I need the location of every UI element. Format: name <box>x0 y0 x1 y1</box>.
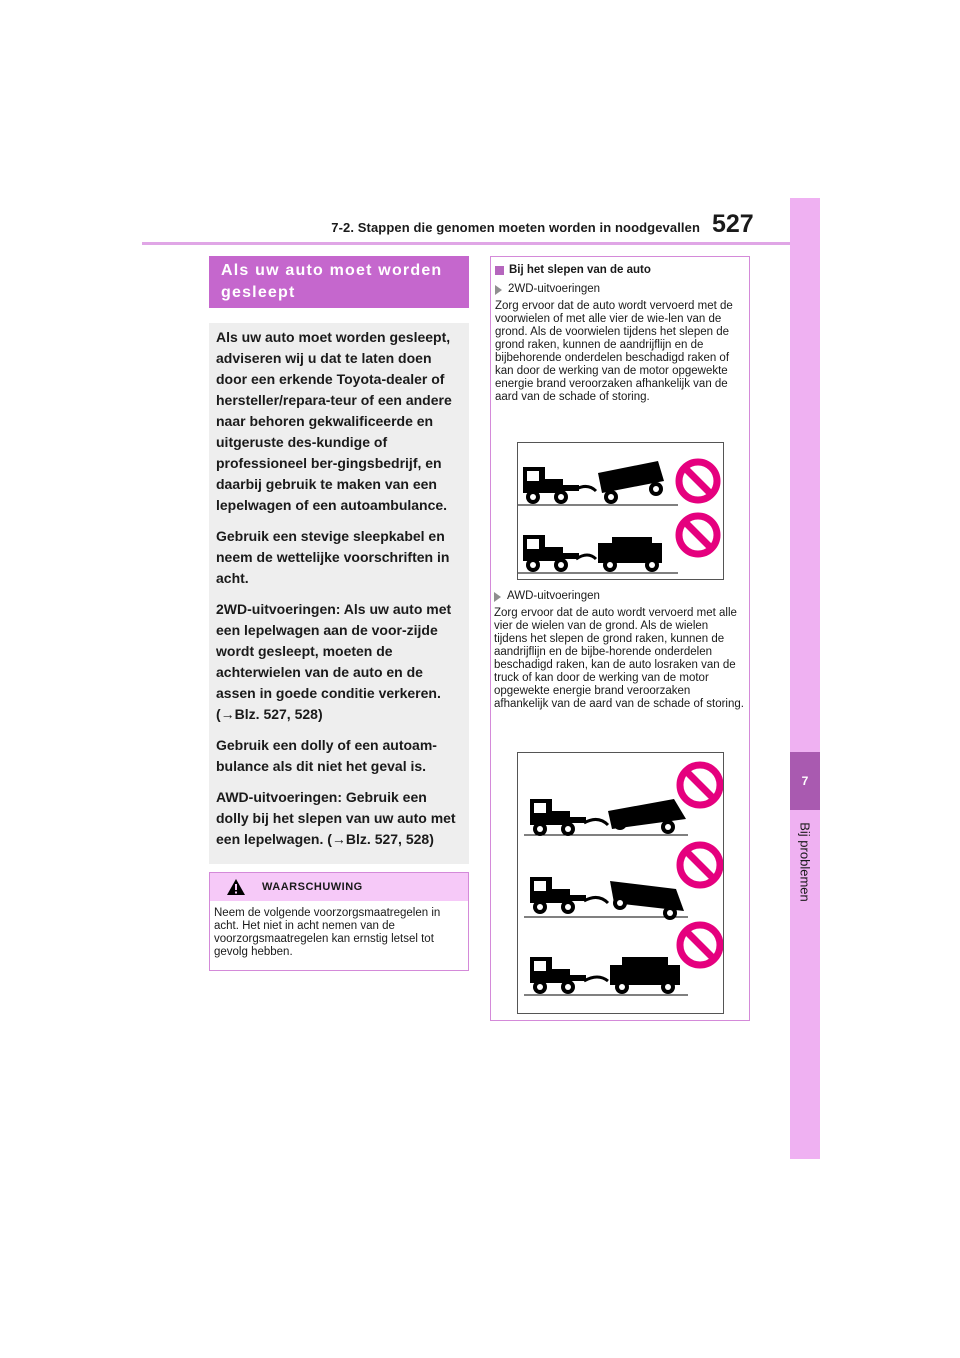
section-title: 7-2. Stappen die genomen moeten worden in noodgevallen <box>331 220 700 235</box>
variant-2wd-text: Zorg ervoor dat de auto wordt vervoerd met de voorwielen of met alle vier de wie-len van de grond. Als de voorwielen tijdens het slepen de grond raken, kunnen de aandrijflijn en de bijbehorende onderdelen beschadigd raken of kan door de werking van de motor opgewekte energie brand veroorzaken afhankelijk van de aard van de schade of storing. <box>495 300 733 403</box>
chapter-side-tab <box>790 198 820 1159</box>
prohibition-icon <box>680 845 720 885</box>
warning-box <box>209 872 469 971</box>
variant-awd-text: Zorg ervoor dat de auto wordt vervoerd met alle vier de wielen van de grond. Als de wielen tijdens het slepen de grond raken, kunnen de aandrijflijn en de bijbe-horende onderdelen beschadigd raken, kan de auto losraken van de truck of kan door de werking van de motor opgewekte energie brand veroorzaken afhankelijk van de aard van de schade of storing. <box>494 607 744 710</box>
prohibition-icon <box>679 516 717 554</box>
square-bullet-icon <box>495 266 504 275</box>
variant-2wd-label: 2WD-uitvoeringen <box>508 283 601 295</box>
towing-heading <box>495 264 743 277</box>
triangle-bullet-icon <box>494 592 501 602</box>
warning-triangle-icon <box>226 878 246 896</box>
prohibition-icon <box>679 462 717 500</box>
warning-title: WAARSCHUWING <box>262 881 363 893</box>
tow-truck-icon <box>524 877 688 920</box>
intro-paragraph: Gebruik een stevige sleepkabel en neem de wettelijke voorschriften in acht. <box>216 528 450 586</box>
variant-2wd-label-row <box>495 283 743 296</box>
tow-truck-icon <box>518 461 678 505</box>
warning-header <box>210 873 468 901</box>
tow-truck-icon <box>524 957 688 995</box>
triangle-bullet-icon <box>495 285 502 295</box>
intro-paragraph: AWD-uitvoeringen: Gebruik een dolly bij het slepen van uw auto met een lepelwagen. (→Blz. 527, 528) <box>216 789 456 847</box>
prohibition-icon <box>680 925 720 965</box>
prohibition-icon <box>680 765 720 805</box>
towing-figure-2wd <box>517 442 724 580</box>
tow-truck-icon <box>524 799 688 836</box>
chapter-number: 7 <box>790 752 820 810</box>
variant-awd-label-row <box>494 590 744 603</box>
towing-figure-awd <box>517 752 724 1014</box>
section-heading: Als uw auto moet worden gesleept <box>209 256 469 308</box>
intro-paragraph: 2WD-uitvoeringen: Als uw auto met een lepelwagen aan de voor-zijde wordt gesleept, moeten de achterwielen van de auto en de assen in goede conditie verkeren. (→Blz. 527, 528) <box>216 601 452 722</box>
intro-paragraph: Gebruik een dolly of een autoam-bulance als dit niet het geval is. <box>216 737 437 774</box>
variant-awd-block <box>494 590 744 711</box>
page-number: 527 <box>712 210 754 238</box>
chapter-label: Bij problemen <box>797 822 813 902</box>
tow-truck-icon <box>518 535 678 573</box>
intro-paragraph: Als uw auto moet worden gesleept, adviseren wij u dat te laten doen door een erkende Toyota-dealer of hersteller/repara-teur of een andere naar behoren gekwalificeerde en uitgeruste des-kundige of professioneel ber-gingsbedrijf, en daarbij gebruik te maken van een lepelwagen of een autoambulance. <box>216 329 452 513</box>
intro-box <box>209 323 469 864</box>
variant-awd-label: AWD-uitvoeringen <box>507 590 600 602</box>
towing-heading-text: Bij het slepen van de auto <box>509 264 651 276</box>
header-divider <box>142 242 790 245</box>
warning-text: Neem de volgende voorzorgsmaatregelen in acht. Het niet in acht nemen van de voorzorgsmaatregelen kan ernstig letsel tot gevolg hebben. <box>214 907 441 958</box>
